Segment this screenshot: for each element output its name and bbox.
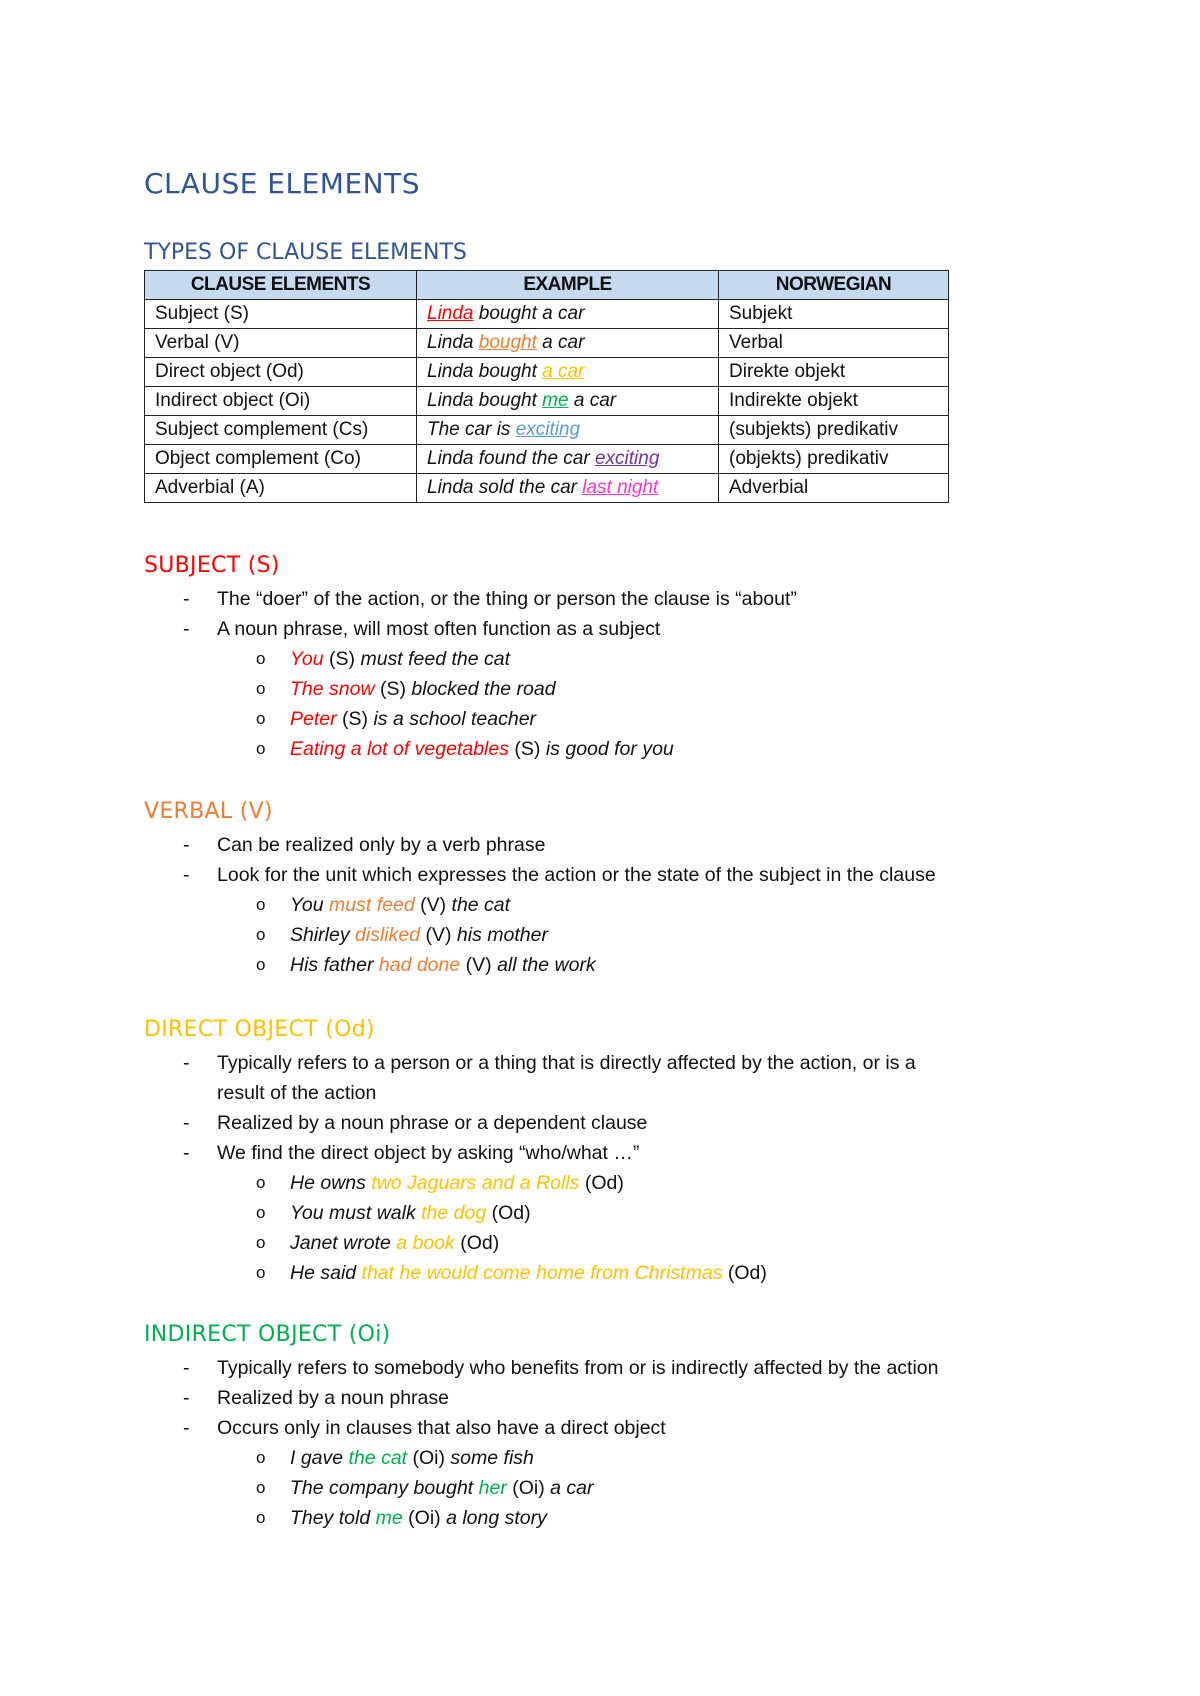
highlighted-element: bought xyxy=(478,332,537,353)
definition-list xyxy=(144,584,797,644)
norwegian-cell: (subjekts) predikativ xyxy=(719,416,949,445)
circle-bullet-icon: o xyxy=(256,925,266,944)
list-item: - Realized by a noun phrase or a dependent clause xyxy=(144,1108,964,1138)
example-cell: Linda bought a car xyxy=(417,300,719,329)
example-item: o He owns two Jaguars and a Rolls (Od) xyxy=(144,1168,964,1198)
table-row xyxy=(145,358,949,387)
example-list xyxy=(144,1443,938,1533)
table-row xyxy=(145,329,949,358)
list-item: - Can be realized only by a verb phrase xyxy=(144,830,936,860)
example-item: o The company bought her (Oi) a car xyxy=(144,1473,938,1503)
example-cell: Linda found the car exciting xyxy=(417,445,719,474)
element-cell: Subject complement (Cs) xyxy=(145,416,417,445)
subject-section xyxy=(144,553,797,764)
circle-bullet-icon: o xyxy=(256,895,266,914)
norwegian-cell: Direkte objekt xyxy=(719,358,949,387)
circle-bullet-icon: o xyxy=(256,679,266,698)
table-row xyxy=(145,387,949,416)
table-row xyxy=(145,416,949,445)
circle-bullet-icon: o xyxy=(256,1263,266,1282)
column-header: NORWEGIAN xyxy=(719,271,949,300)
list-item: - The “doer” of the action, or the thing or person the clause is “about” xyxy=(144,584,797,614)
norwegian-cell: Adverbial xyxy=(719,474,949,503)
example-item: o I gave the cat (Oi) some fish xyxy=(144,1443,938,1473)
circle-bullet-icon: o xyxy=(256,1508,266,1527)
direct-object-section xyxy=(144,1017,964,1288)
section-heading: DIRECT OBJECT (Od) xyxy=(144,1017,375,1042)
example-item: o He said that he would come home from Christmas (Od) xyxy=(144,1258,964,1288)
example-item: o Peter (S) is a school teacher xyxy=(144,704,797,734)
circle-bullet-icon: o xyxy=(256,1478,266,1497)
page-title: CLAUSE ELEMENTS xyxy=(144,167,420,200)
element-cell: Verbal (V) xyxy=(145,329,417,358)
highlighted-element: a car xyxy=(542,361,585,382)
definition-list xyxy=(144,1048,964,1168)
table-row xyxy=(145,474,949,503)
circle-bullet-icon: o xyxy=(256,709,266,728)
column-header: CLAUSE ELEMENTS xyxy=(145,271,417,300)
list-item: - Occurs only in clauses that also have a direct object xyxy=(144,1413,938,1443)
example-cell: Linda sold the car last night xyxy=(417,474,719,503)
norwegian-cell: (objekts) predikativ xyxy=(719,445,949,474)
norwegian-cell: Indirekte objekt xyxy=(719,387,949,416)
list-item: - A noun phrase, will most often function as a subject xyxy=(144,614,797,644)
circle-bullet-icon: o xyxy=(256,955,266,974)
table-row xyxy=(145,300,949,329)
table-header-row xyxy=(145,271,949,300)
circle-bullet-icon: o xyxy=(256,739,266,758)
highlighted-element: Linda xyxy=(427,303,474,324)
example-item: o They told me (Oi) a long story xyxy=(144,1503,938,1533)
example-list xyxy=(144,890,936,980)
highlighted-element: me xyxy=(542,390,569,411)
list-item: - Realized by a noun phrase xyxy=(144,1383,938,1413)
example-item: o His father had done (V) all the work xyxy=(144,950,936,980)
table-row xyxy=(145,445,949,474)
element-cell: Object complement (Co) xyxy=(145,445,417,474)
example-cell: Linda bought a car xyxy=(417,358,719,387)
verbal-section xyxy=(144,799,936,980)
column-header: EXAMPLE xyxy=(417,271,719,300)
example-item: o You (S) must feed the cat xyxy=(144,644,797,674)
example-item: o Shirley disliked (V) his mother xyxy=(144,920,936,950)
example-item: o You must feed (V) the cat xyxy=(144,890,936,920)
element-cell: Direct object (Od) xyxy=(145,358,417,387)
norwegian-cell: Verbal xyxy=(719,329,949,358)
list-item: - We find the direct object by asking “who/what …” xyxy=(144,1138,964,1168)
table-caption: TYPES OF CLAUSE ELEMENTS xyxy=(144,240,467,265)
example-item: o The snow (S) blocked the road xyxy=(144,674,797,704)
element-cell: Indirect object (Oi) xyxy=(145,387,417,416)
section-heading: INDIRECT OBJECT (Oi) xyxy=(144,1322,391,1347)
circle-bullet-icon: o xyxy=(256,1233,266,1252)
example-cell: Linda bought a car xyxy=(417,329,719,358)
example-cell: The car is exciting xyxy=(417,416,719,445)
definition-list xyxy=(144,830,936,890)
example-item: o You must walk the dog (Od) xyxy=(144,1198,964,1228)
highlighted-element: last night xyxy=(582,477,659,498)
highlighted-element: exciting xyxy=(594,448,660,469)
list-item: - Look for the unit which expresses the action or the state of the subject in the clause xyxy=(144,860,936,890)
circle-bullet-icon: o xyxy=(256,1203,266,1222)
highlighted-element: exciting xyxy=(515,419,581,440)
example-item: o Eating a lot of vegetables (S) is good for you xyxy=(144,734,797,764)
example-item: o Janet wrote a book (Od) xyxy=(144,1228,964,1258)
clause-elements-table xyxy=(144,270,949,503)
circle-bullet-icon: o xyxy=(256,1448,266,1467)
example-list xyxy=(144,1168,964,1288)
indirect-object-section xyxy=(144,1322,938,1533)
circle-bullet-icon: o xyxy=(256,1173,266,1192)
circle-bullet-icon: o xyxy=(256,649,266,668)
example-list xyxy=(144,644,797,764)
list-item: - Typically refers to a person or a thing that is directly affected by the action, or is a result of the action xyxy=(144,1048,964,1108)
section-heading: SUBJECT (S) xyxy=(144,553,280,578)
example-cell: Linda bought me a car xyxy=(417,387,719,416)
norwegian-cell: Subjekt xyxy=(719,300,949,329)
element-cell: Adverbial (A) xyxy=(145,474,417,503)
list-item: - Typically refers to somebody who benefits from or is indirectly affected by the action xyxy=(144,1353,938,1383)
section-heading: VERBAL (V) xyxy=(144,799,273,824)
definition-list xyxy=(144,1353,938,1443)
element-cell: Subject (S) xyxy=(145,300,417,329)
